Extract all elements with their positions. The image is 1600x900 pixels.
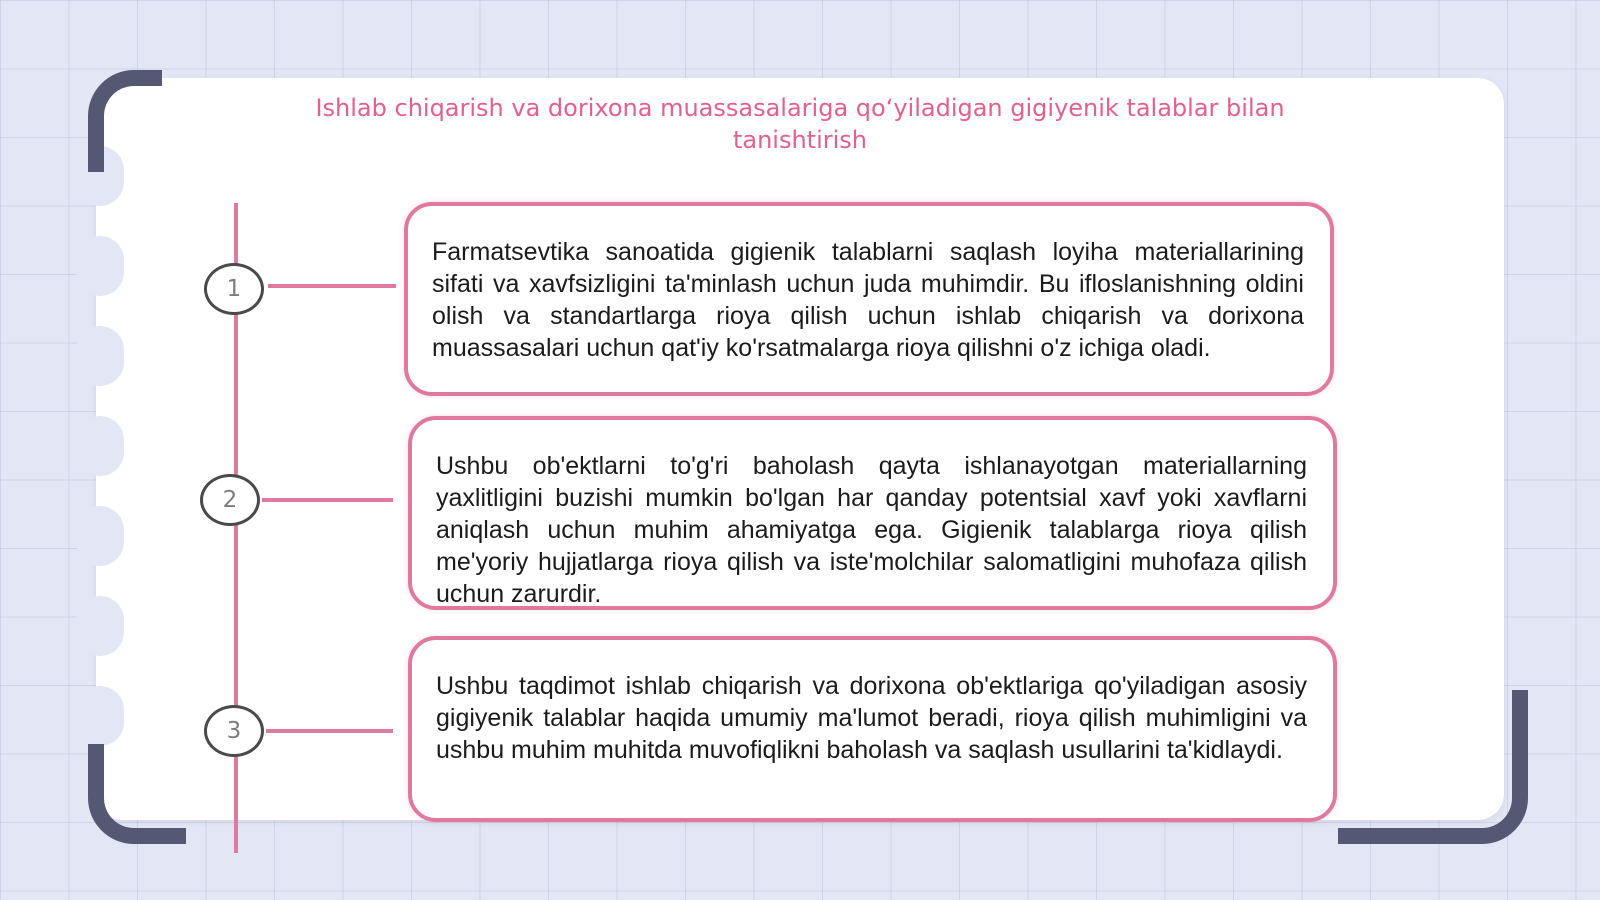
slide-title: Ishlab chiqarish va dorixona muassasalariga qo‘yiladigan gigiyenik talablar bilan tanishtirish — [315, 94, 1285, 154]
corner-bracket-bottom-right — [1338, 690, 1528, 844]
step-box-1 — [404, 202, 1334, 396]
scallop-edge — [76, 686, 124, 746]
corner-bracket-bottom-left — [88, 744, 186, 844]
scallop-edge — [76, 326, 124, 386]
step-number-1: 1 — [204, 263, 264, 315]
step-number-2: 2 — [200, 474, 260, 526]
scallop-edge — [76, 236, 124, 296]
corner-bracket-top-left — [88, 70, 162, 172]
step-connector-2 — [262, 498, 393, 502]
step-box-3 — [408, 636, 1337, 822]
scallop-edge — [76, 596, 124, 656]
step-text-1: Farmatsevtika sanoatida gigienik talablarni saqlash loyiha materiallarining sifati va xavfsizligini ta'minlash uchun juda muhimdir. Bu ifloslanishning oldini olish va standartlarga rioya qilish uchun ishlab chiqarish va dorixona muassasalari uchun qat'iy ko'rsatmalarga rioya qilishni o'z ichiga oladi. — [432, 238, 1304, 362]
step-number-3: 3 — [204, 705, 264, 757]
step-box-2 — [408, 416, 1337, 610]
step-text-2: Ushbu ob'ektlarni to'g'ri baholash qayta ishlanayotgan materiallarning yaxlitligini buzishi mumkin bo'lgan har qanday potentsial xavf yoki xavflarni aniqlash uchun muhim ahamiyatga ega. Gigienik talablarga rioya qilish me'yoriy hujjatlarga rioya qilish va iste'molchilar salomatligini muhofaza qilish uchun zarurdir. — [436, 452, 1307, 608]
scallop-edge — [76, 416, 124, 476]
step-connector-1 — [268, 284, 396, 288]
scallop-edge — [76, 506, 124, 566]
step-text-3: Ushbu taqdimot ishlab chiqarish va dorixona ob'ektlariga qo'yiladigan asosiy gigiyenik talablar haqida umumiy ma'lumot beradi, rioya qilish muhimligini va ushbu muhim muhitda muvofiqlikni baholash va saqlash usullarini ta'kidlaydi. — [436, 672, 1307, 764]
step-connector-3 — [266, 729, 393, 733]
